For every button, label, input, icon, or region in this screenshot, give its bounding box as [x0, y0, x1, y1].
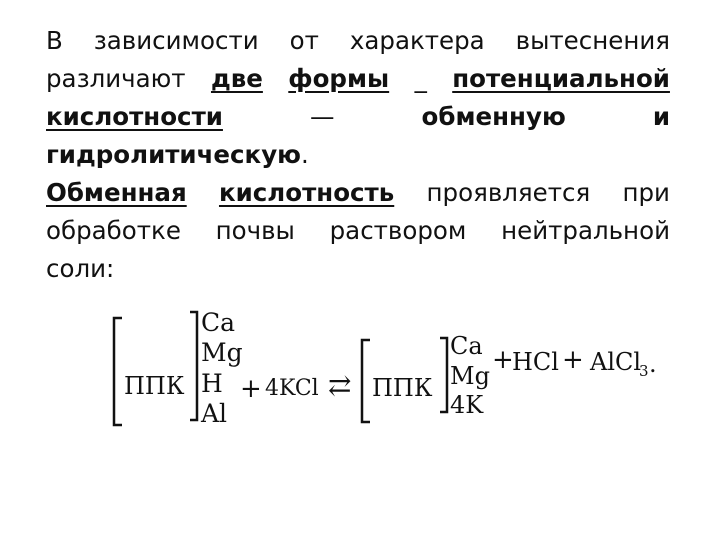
- word: вытеснения: [515, 26, 670, 55]
- word: В: [46, 26, 63, 55]
- period: .: [300, 140, 309, 169]
- bold-underlined-word: потенциальной: [452, 64, 670, 93]
- word: зависимости: [93, 26, 259, 55]
- right-close-bracket: [440, 338, 447, 412]
- ion-ca-left: Ca: [201, 308, 236, 337]
- paragraph2-line1: [46, 174, 670, 212]
- dash-mark: _: [414, 64, 427, 93]
- ion-ca-right: Ca: [450, 332, 483, 360]
- word: обработке: [46, 216, 181, 245]
- paragraph2-line3: [46, 250, 670, 288]
- reagent-kcl: 4KCl: [265, 376, 319, 401]
- word: проявляется: [426, 178, 591, 207]
- ion-4k-right: 4K: [450, 391, 484, 419]
- plus-sign: +: [562, 345, 584, 375]
- left-close-bracket: [190, 312, 197, 420]
- right-open-bracket: [362, 340, 370, 422]
- word: различают: [46, 64, 186, 93]
- left-open-bracket: [114, 318, 122, 425]
- bold-word: и: [652, 102, 670, 131]
- bold-underlined-word: кислотности: [46, 102, 223, 131]
- word: нейтральной: [501, 216, 670, 245]
- bold-underlined-word: формы: [288, 64, 390, 93]
- word: соли:: [46, 254, 115, 283]
- product-alcl3: AlCl: [590, 348, 642, 376]
- ppk-right: ППК: [372, 374, 433, 402]
- bold-underlined-word: две: [210, 64, 263, 93]
- paragraph1-line1: [46, 22, 670, 60]
- word: раствором: [329, 216, 467, 245]
- equation-period: .: [649, 350, 657, 378]
- plus-sign: +: [240, 374, 262, 404]
- paragraph-exchange-acidity: [46, 174, 670, 288]
- equilibrium-arrows: ⇄: [328, 369, 352, 402]
- word: от: [289, 26, 319, 55]
- product-subscript: 3: [639, 362, 649, 380]
- ion-h-left: H: [201, 369, 223, 398]
- ion-exchange-equation: [100, 300, 680, 440]
- paragraph1-line3: [46, 98, 670, 136]
- dash-mark: —: [310, 102, 335, 131]
- bold-word: гидролитическую: [46, 140, 301, 169]
- word: характера: [349, 26, 485, 55]
- bold-underlined-word: Обменная: [46, 178, 187, 207]
- bold-word: обменную: [421, 102, 566, 131]
- paragraph2-line2: [46, 212, 670, 250]
- ion-mg-left: Mg: [201, 338, 243, 367]
- paragraph1-line4: [46, 136, 670, 174]
- bold-underlined-word: кислотность: [218, 178, 395, 207]
- ion-al-left: Al: [201, 399, 228, 428]
- word: почвы: [215, 216, 295, 245]
- product-hcl: HCl: [512, 348, 559, 376]
- word: при: [622, 178, 670, 207]
- ion-mg-right: Mg: [450, 362, 490, 390]
- paragraph1-line2: [46, 60, 670, 98]
- plus-sign: +: [492, 345, 514, 375]
- paragraph-definition: [46, 22, 670, 174]
- ppk-left: ППК: [124, 372, 185, 400]
